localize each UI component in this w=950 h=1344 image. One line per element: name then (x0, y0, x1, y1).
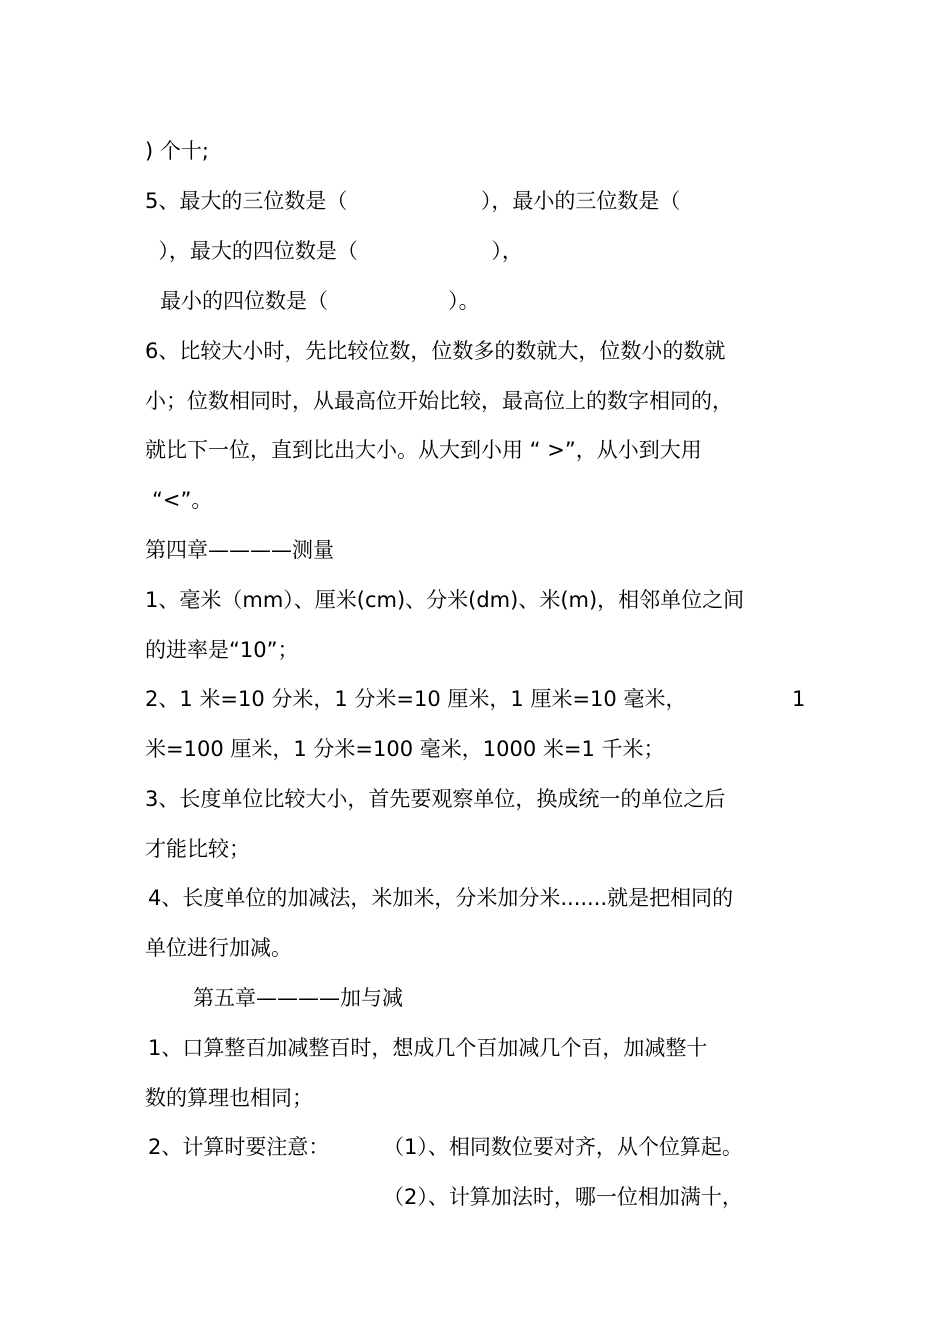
text-line-1: ) 个十; (145, 139, 209, 163)
text-line-15: 才能比较； (145, 837, 250, 861)
text-line-21: 2、计算时要注意： (148, 1135, 330, 1159)
text-line-3: ），最大的四位数是（ ）， (145, 239, 523, 263)
chapter-five-heading: 第五章————加与减 (193, 986, 403, 1010)
text-line-11: 的进率是“10”； (145, 638, 299, 662)
text-line-12: 2、1 米=10 分米，1 分米=10 厘米，1 厘米=10 毫米， (145, 687, 687, 711)
chapter-four-heading: 第四章————测量 (145, 538, 334, 562)
text-line-13: 米=100 厘米，1 分米=100 毫米，1000 米=1 千米； (145, 737, 665, 761)
text-line-19: 1、口算整百加减整百时，想成几个百加减几个百，加减整十 (148, 1036, 708, 1060)
text-line-14: 3、长度单位比较大小，首先要观察单位，换成统一的单位之后 (145, 787, 726, 811)
text-line-20: 数的算理也相同； (145, 1086, 313, 1110)
text-line-22: （2）、计算加法时，哪一位相加满十， (383, 1185, 743, 1209)
text-line-8: “<”。 (152, 488, 213, 512)
text-line-5: 6、比较大小时，先比较位数，位数多的数就大，位数小的数就 (145, 339, 726, 363)
text-line-7: 就比下一位，直到比出大小。从大到小用 “ >”，从小到大用 (145, 438, 702, 462)
text-line-16: 4、长度单位的加减法，米加米，分米加分米.......就是把相同的 (148, 886, 734, 910)
text-line-2: 5、最大的三位数是（ ），最小的三位数是（ (145, 189, 681, 213)
text-line-6: 小；位数相同时，从最高位开始比较，最高位上的数字相同的， (145, 389, 733, 413)
text-line-4: 最小的四位数是（ ）。 (160, 289, 480, 313)
text-line-10: 1、毫米（mm）、厘米(cm)、分米(dm)、米(m)，相邻单位之间 (145, 588, 745, 612)
text-line-12-end: 1 (792, 687, 806, 711)
text-line-17: 单位进行加减。 (145, 936, 292, 960)
text-line-21-note: （1）、相同数位要对齐，从个位算起。 (383, 1135, 743, 1159)
